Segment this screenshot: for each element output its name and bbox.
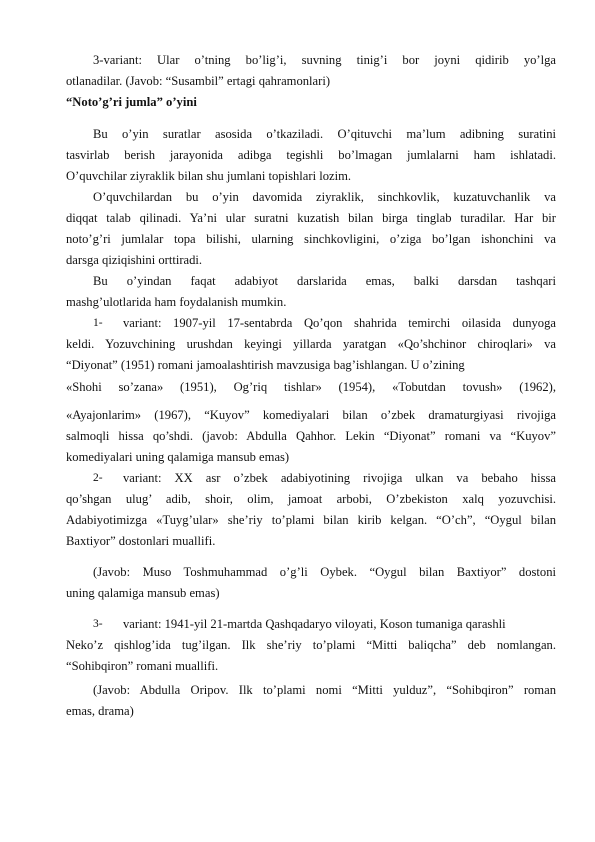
- paragraph-line: darsga qiziqishini orttiradi.: [66, 253, 203, 267]
- list-item: [66, 468, 556, 489]
- paragraph-line: O’quvchilar ziyraklik bilan shu jumlani topishlari lozim.: [66, 169, 352, 183]
- paragraph-line: “Diyonat” (1951) romani jamoalashtirish mavzusiga bag’ishlangan. U o’zining: [66, 358, 465, 372]
- paragraph-line: emas, drama): [66, 704, 134, 718]
- paragraph-line: O’quvchilardan bu o’yin davomida ziyraklik, sinchkovlik, kuzatuvchanlik va: [93, 190, 556, 204]
- list-item: [66, 313, 556, 334]
- paragraph-line: variant: XX asr o’zbek adabiyotining rivojiga ulkan va bebaho hissa: [123, 471, 556, 485]
- paragraph-line: komediyalari uning qalamiga mansub emas): [66, 450, 290, 464]
- paragraph-line: “Sohibqiron” romani muallifi.: [66, 659, 219, 673]
- section-heading: “Noto’g’ri jumla” o’yini: [66, 95, 197, 109]
- paragraph-line: keldi. Yozuvchining urushdan keyingi yillarda yaratgan «Qo’shchinor chiroqlari» va: [66, 337, 556, 351]
- paragraph-line: uning qalamiga mansub emas): [66, 586, 220, 600]
- paragraph-line: noto’g’ri jumlalar topa bilishi, ularning sinchkovligini, o’ziga bo’lgan ishonchini va: [66, 232, 556, 246]
- paragraph-line: variant: 1907-yil 17-sentabrda Qo’qon shahrida temirchi oilasida dunyoga: [123, 316, 556, 330]
- paragraph-line: 3-variant: Ular o’tning bo’lig’i, suvning tinig’i bor joyni qidirib yo’lga: [93, 53, 556, 67]
- paragraph-line: salmoqli hissa qo’shdi. (javob: Abdulla Qahhor. Lekin “Diyonat” romani va “Kuyov”: [66, 429, 556, 443]
- list-number: 2-: [93, 472, 103, 484]
- list-number: 3-: [93, 618, 103, 630]
- paragraph-line: qo’shgan ulug’ adib, shoir, olim, jamoat arbobi, O’zbekiston xalq yozuvchisi.: [66, 492, 556, 506]
- paragraph-line: tasvirlab berish jarayonida adibga tegishli bo’lmagan jumlalarni ham ishlatadi.: [66, 148, 556, 162]
- paragraph-line: Bu o’yin suratlar asosida o’tkaziladi. O’qituvchi ma’lum adibning suratini: [93, 127, 556, 141]
- paragraph-line: diqqat talab qilinadi. Ya’ni ular suratni kuzatish bilan birga tinglab turadilar. Har bir: [66, 211, 556, 225]
- list-item: [66, 614, 556, 635]
- list-number: 1-: [93, 317, 103, 329]
- paragraph-line: Baxtiyor” dostonlari muallifi.: [66, 534, 216, 548]
- paragraph-line: (Javob: Muso Toshmuhammad o’g’li Oybek. “Oygul bilan Baxtiyor” dostoni: [93, 565, 556, 579]
- paragraph-line: mashg’ulotlarida ham foydalanish mumkin.: [66, 295, 287, 309]
- paragraph-line: (Javob: Abdulla Oripov. Ilk to’plami nomi “Mitti yulduz”, “Sohibqiron” roman: [93, 683, 556, 697]
- paragraph-line: Adabiyotimizga «Tuyg’ular» she’riy to’plami bilan kirib kelgan. “O’ch”, “Oygul bilan: [66, 513, 556, 527]
- paragraph-line: Bu o’yindan faqat adabiyot darslarida emas, balki darsdan tashqari: [93, 274, 556, 288]
- paragraph-line: otlanadilar. (Javob: “Susambil” ertagi qahramonlari): [66, 74, 331, 88]
- paragraph-line: Neko’z qishlog’ida tug’ilgan. Ilk she’riy to’plami “Mitti baliqcha” deb nomlangan.: [66, 638, 556, 652]
- paragraph-line: «Ayajonlarim» (1967), “Kuyov” komediyalari bilan o’zbek dramaturgiyasi rivojiga: [66, 408, 556, 422]
- paragraph-line: variant: 1941-yil 21-martda Qashqadaryo viloyati, Koson tumaniga qarashli: [123, 617, 506, 631]
- paragraph-line: «Shohi so’zana» (1951), Og’riq tishlar» (1954), «Tobutdan tovush» (1962),: [66, 380, 556, 394]
